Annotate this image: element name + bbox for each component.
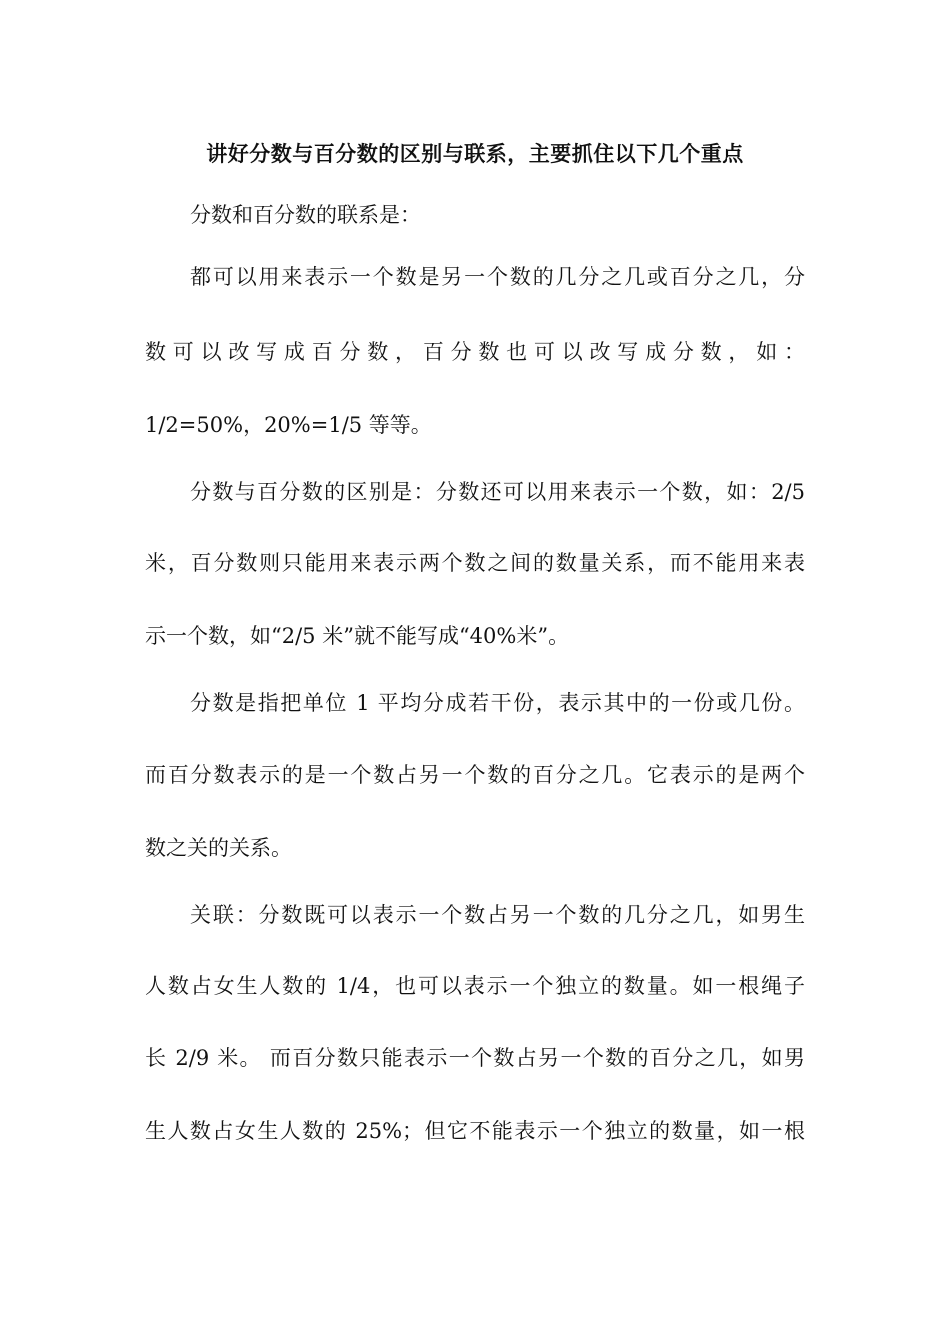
text-line: 示一个数，如“2/5 米”就不能写成“40%米”。 xyxy=(145,624,570,648)
text-line: 分数是指把单位 1 平均分成若干份，表示其中的一份或几份。 xyxy=(190,691,805,715)
text-line: 米，百分数则只能用来表示两个数之间的数量关系，而不能用来表 xyxy=(145,551,805,575)
text-line: 数之关的关系。 xyxy=(145,836,292,860)
text-line: 分数和百分数的联系是： xyxy=(190,203,421,227)
text-line: 1/2=50%，20%=1/5 等等。 xyxy=(145,413,432,437)
document-title: 讲好分数与百分数的区别与联系，主要抓住以下几个重点 xyxy=(206,141,744,166)
text-line: 而百分数表示的是一个数占另一个数的百分之几。它表示的是两个 xyxy=(145,763,805,787)
text-line: 都可以用来表示一个数是另一个数的几分之几或百分之几，分 xyxy=(190,265,805,289)
text-line: 数可以改写成百分数，百分数也可以改写成分数，如： xyxy=(145,340,805,364)
text-line: 分数与百分数的区别是：分数还可以用来表示一个数，如：2/5 xyxy=(190,480,805,504)
text-line: 长 2/9 米。 而百分数只能表示一个数占另一个数的百分之几，如男 xyxy=(145,1046,805,1070)
text-line: 生人数占女生人数的 25%；但它不能表示一个独立的数量，如一根 xyxy=(145,1119,805,1143)
text-line: 人数占女生人数的 1/4，也可以表示一个独立的数量。如一根绳子 xyxy=(145,974,805,998)
text-line: 关联：分数既可以表示一个数占另一个数的几分之几，如男生 xyxy=(190,903,805,927)
